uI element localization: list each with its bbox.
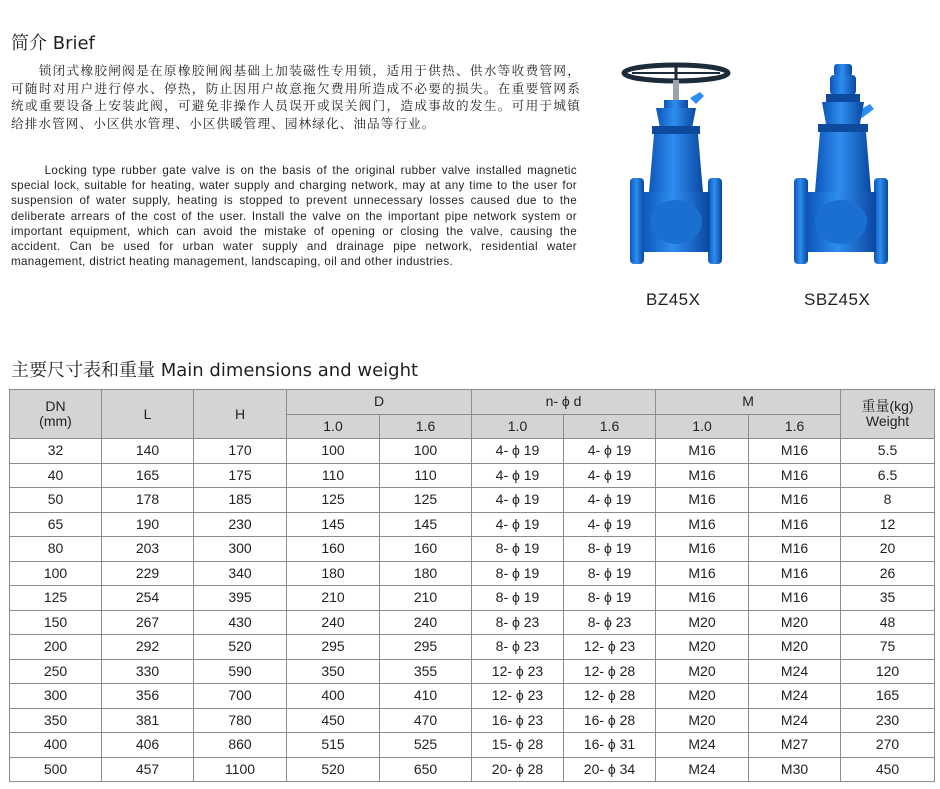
table-cell: 175 — [194, 463, 287, 488]
table-cell: 525 — [380, 733, 472, 758]
table-cell: 356 — [102, 684, 194, 709]
table-row — [10, 586, 935, 611]
table-cell: M16 — [749, 512, 841, 537]
table-cell: 4- ϕ 19 — [564, 488, 656, 513]
table-cell: M20 — [749, 635, 841, 660]
table-cell: 50 — [10, 488, 102, 513]
table-cell: 4- ϕ 19 — [564, 439, 656, 464]
table-cell: 210 — [287, 586, 380, 611]
table-cell: 65 — [10, 512, 102, 537]
table-cell: 250 — [10, 659, 102, 684]
table-row — [10, 512, 935, 537]
table-cell: 12- ϕ 23 — [472, 684, 564, 709]
table-cell: 125 — [380, 488, 472, 513]
table-cell: 12- ϕ 23 — [564, 635, 656, 660]
table-cell: M20 — [656, 659, 749, 684]
table-cell: 20- ϕ 28 — [472, 757, 564, 782]
table-cell: 254 — [102, 586, 194, 611]
table-cell: M16 — [749, 463, 841, 488]
header-dn-label: DN — [45, 398, 66, 414]
table-row — [10, 488, 935, 513]
table-cell: 26 — [841, 561, 935, 586]
table-row — [10, 659, 935, 684]
table-cell: 8- ϕ 19 — [564, 537, 656, 562]
table-cell: 110 — [380, 463, 472, 488]
table-cell: 80 — [10, 537, 102, 562]
table-cell: M20 — [656, 684, 749, 709]
table-cell: 203 — [102, 537, 194, 562]
table-cell: 500 — [10, 757, 102, 782]
table-cell: 12- ϕ 28 — [564, 684, 656, 709]
table-row — [10, 463, 935, 488]
table-row — [10, 610, 935, 635]
table-cell: 8- ϕ 19 — [472, 586, 564, 611]
table-cell: M24 — [656, 757, 749, 782]
table-cell: 406 — [102, 733, 194, 758]
subheader-d-1-6: 1.6 — [380, 414, 472, 439]
header-weight-cn: 重量(kg) — [861, 398, 914, 414]
table-cell: 165 — [102, 463, 194, 488]
table-cell: 270 — [841, 733, 935, 758]
table-cell: 8- ϕ 23 — [472, 635, 564, 660]
table-cell: 16- ϕ 31 — [564, 733, 656, 758]
table-row — [10, 733, 935, 758]
table-cell: 300 — [10, 684, 102, 709]
table-cell: M24 — [656, 733, 749, 758]
table-cell: 8- ϕ 19 — [472, 561, 564, 586]
table-cell: 520 — [194, 635, 287, 660]
table-cell: 16- ϕ 23 — [472, 708, 564, 733]
table-cell: 40 — [10, 463, 102, 488]
table-cell: M20 — [656, 708, 749, 733]
table-cell: 240 — [287, 610, 380, 635]
table-cell: 15- ϕ 28 — [472, 733, 564, 758]
table-row — [10, 684, 935, 709]
model-caption-bz45x: BZ45X — [646, 290, 701, 309]
table-cell: 12- ϕ 23 — [472, 659, 564, 684]
table-cell: 700 — [194, 684, 287, 709]
table-cell: 450 — [287, 708, 380, 733]
subheader-d-1-0: 1.0 — [287, 414, 380, 439]
table-cell: 230 — [841, 708, 935, 733]
subheader-m-1-6: 1.6 — [749, 414, 841, 439]
table-cell: 110 — [287, 463, 380, 488]
table-cell: 200 — [10, 635, 102, 660]
table-cell: 230 — [194, 512, 287, 537]
table-cell: 4- ϕ 19 — [564, 463, 656, 488]
table-row — [10, 708, 935, 733]
subheader-m-1-0: 1.0 — [656, 414, 749, 439]
table-row — [10, 561, 935, 586]
dimensions-table — [9, 389, 935, 782]
table-cell: 450 — [841, 757, 935, 782]
table-cell: 267 — [102, 610, 194, 635]
table-cell: 210 — [380, 586, 472, 611]
brief-english-text: Locking type rubber gate valve is on the basis of the original rubber valve installed magnetic special lock, suitable for heating, water supply and charging network, may at any time to the user for suspension of water supply, heating is stopped to prevent unnecessary losses caused due to the deliberate arrears of the cost of the user. Install the valve on the important pipe network system or important equipment, which can avoid the mistake of opening or closing the valve, causing the accident. Can be used for urban water supply and drainage pipe network, residential water management, district heating management, landscaping, oil and other industries. — [11, 164, 577, 269]
table-cell: 515 — [287, 733, 380, 758]
table-cell: 180 — [380, 561, 472, 586]
table-cell: 20- ϕ 34 — [564, 757, 656, 782]
gate-valve-locking-image — [782, 60, 900, 275]
table-cell: 8- ϕ 23 — [564, 610, 656, 635]
table-cell: M16 — [656, 439, 749, 464]
table-cell: 150 — [10, 610, 102, 635]
table-cell: 457 — [102, 757, 194, 782]
table-cell: 400 — [10, 733, 102, 758]
table-cell: 185 — [194, 488, 287, 513]
table-cell: M27 — [749, 733, 841, 758]
table-cell: 4- ϕ 19 — [472, 463, 564, 488]
subheader-nd-1-0: 1.0 — [472, 414, 564, 439]
table-cell: M16 — [656, 561, 749, 586]
table-cell: M16 — [656, 488, 749, 513]
table-cell: 780 — [194, 708, 287, 733]
table-cell: 4- ϕ 19 — [472, 488, 564, 513]
table-cell: 590 — [194, 659, 287, 684]
table-cell: 120 — [841, 659, 935, 684]
table-row — [10, 757, 935, 782]
table-cell: 400 — [287, 684, 380, 709]
table-cell: M16 — [749, 439, 841, 464]
table-cell: 12- ϕ 28 — [564, 659, 656, 684]
table-cell: 75 — [841, 635, 935, 660]
table-cell: M16 — [656, 537, 749, 562]
table-cell: 295 — [287, 635, 380, 660]
header-d: D — [287, 390, 472, 415]
brief-title: 简介 Brief — [11, 33, 95, 54]
table-cell: M16 — [749, 488, 841, 513]
table-cell: 160 — [380, 537, 472, 562]
table-cell: M24 — [749, 659, 841, 684]
table-cell: 8 — [841, 488, 935, 513]
table-cell: 125 — [287, 488, 380, 513]
table-cell: 8- ϕ 19 — [564, 586, 656, 611]
table-cell: 6.5 — [841, 463, 935, 488]
table-cell: 170 — [194, 439, 287, 464]
table-cell: 165 — [841, 684, 935, 709]
header-m: M — [656, 390, 841, 415]
table-cell: M16 — [656, 512, 749, 537]
table-cell: 125 — [10, 586, 102, 611]
table-cell: 292 — [102, 635, 194, 660]
table-cell: 8- ϕ 19 — [564, 561, 656, 586]
table-cell: 20 — [841, 537, 935, 562]
table-cell: 4- ϕ 19 — [472, 439, 564, 464]
table-cell: M20 — [749, 610, 841, 635]
table-row — [10, 439, 935, 464]
model-caption-sbz45x: SBZ45X — [804, 290, 871, 309]
table-cell: 860 — [194, 733, 287, 758]
gate-valve-handwheel-image — [612, 60, 742, 275]
table-cell: 381 — [102, 708, 194, 733]
table-cell: 100 — [10, 561, 102, 586]
table-cell: 4- ϕ 19 — [564, 512, 656, 537]
table-cell: 145 — [287, 512, 380, 537]
header-nd: n- ϕ d — [472, 390, 656, 415]
table-cell: M16 — [749, 561, 841, 586]
table-cell: 4- ϕ 19 — [472, 512, 564, 537]
table-cell: 395 — [194, 586, 287, 611]
table-cell: 100 — [380, 439, 472, 464]
table-cell: 470 — [380, 708, 472, 733]
table-cell: 350 — [10, 708, 102, 733]
table-cell: M16 — [749, 586, 841, 611]
table-row — [10, 537, 935, 562]
table-cell: 35 — [841, 586, 935, 611]
table-cell: M20 — [656, 610, 749, 635]
table-cell: 180 — [287, 561, 380, 586]
table-cell: M16 — [656, 586, 749, 611]
table-cell: 8- ϕ 19 — [472, 537, 564, 562]
header-dn — [10, 390, 102, 439]
table-cell: 100 — [287, 439, 380, 464]
header-weight-en: Weight — [865, 413, 910, 429]
table-cell: 5.5 — [841, 439, 935, 464]
table-cell: 190 — [102, 512, 194, 537]
table-cell: 430 — [194, 610, 287, 635]
table-cell: M30 — [749, 757, 841, 782]
table-cell: 340 — [194, 561, 287, 586]
table-cell: M24 — [749, 708, 841, 733]
table-cell: 240 — [380, 610, 472, 635]
table-cell: 12 — [841, 512, 935, 537]
table-cell: 1100 — [194, 757, 287, 782]
table-cell: 140 — [102, 439, 194, 464]
table-cell: 330 — [102, 659, 194, 684]
brief-chinese-text: 锁闭式橡胶闸阀是在原橡胶闸阀基础上加装磁性专用锁，适用于供热、供水等收费管网，可随时对用户进行停水、停热，防止因用户故意拖欠费用所造成不必要的损失。在重要管网系统或重要设备上安装此阀，可避免非操作人员误开或误关阀门，造成事故的发生。可用于城镇给排水管网、小区供水管理、小区供暖管理、园林绿化、油品等行业。 — [11, 63, 581, 131]
table-title: 主要尺寸表和重量 Main dimensions and weight — [11, 360, 419, 381]
table-cell: 32 — [10, 439, 102, 464]
dimensions-table-body — [10, 439, 935, 782]
table-cell: 650 — [380, 757, 472, 782]
table-cell: 520 — [287, 757, 380, 782]
header-h: H — [194, 390, 287, 439]
table-cell: 355 — [380, 659, 472, 684]
table-cell: 8- ϕ 23 — [472, 610, 564, 635]
table-cell: M20 — [656, 635, 749, 660]
table-cell: 160 — [287, 537, 380, 562]
table-cell: 48 — [841, 610, 935, 635]
table-cell: 300 — [194, 537, 287, 562]
header-l: L — [102, 390, 194, 439]
table-cell: 178 — [102, 488, 194, 513]
table-cell: 295 — [380, 635, 472, 660]
subheader-nd-1-6: 1.6 — [564, 414, 656, 439]
table-cell: M24 — [749, 684, 841, 709]
header-dn-unit: (mm) — [39, 413, 72, 429]
table-cell: M16 — [656, 463, 749, 488]
table-cell: 145 — [380, 512, 472, 537]
table-cell: 16- ϕ 28 — [564, 708, 656, 733]
table-cell: 350 — [287, 659, 380, 684]
table-cell: 229 — [102, 561, 194, 586]
table-row — [10, 635, 935, 660]
table-cell: 410 — [380, 684, 472, 709]
table-cell: M16 — [749, 537, 841, 562]
header-weight — [841, 390, 935, 439]
